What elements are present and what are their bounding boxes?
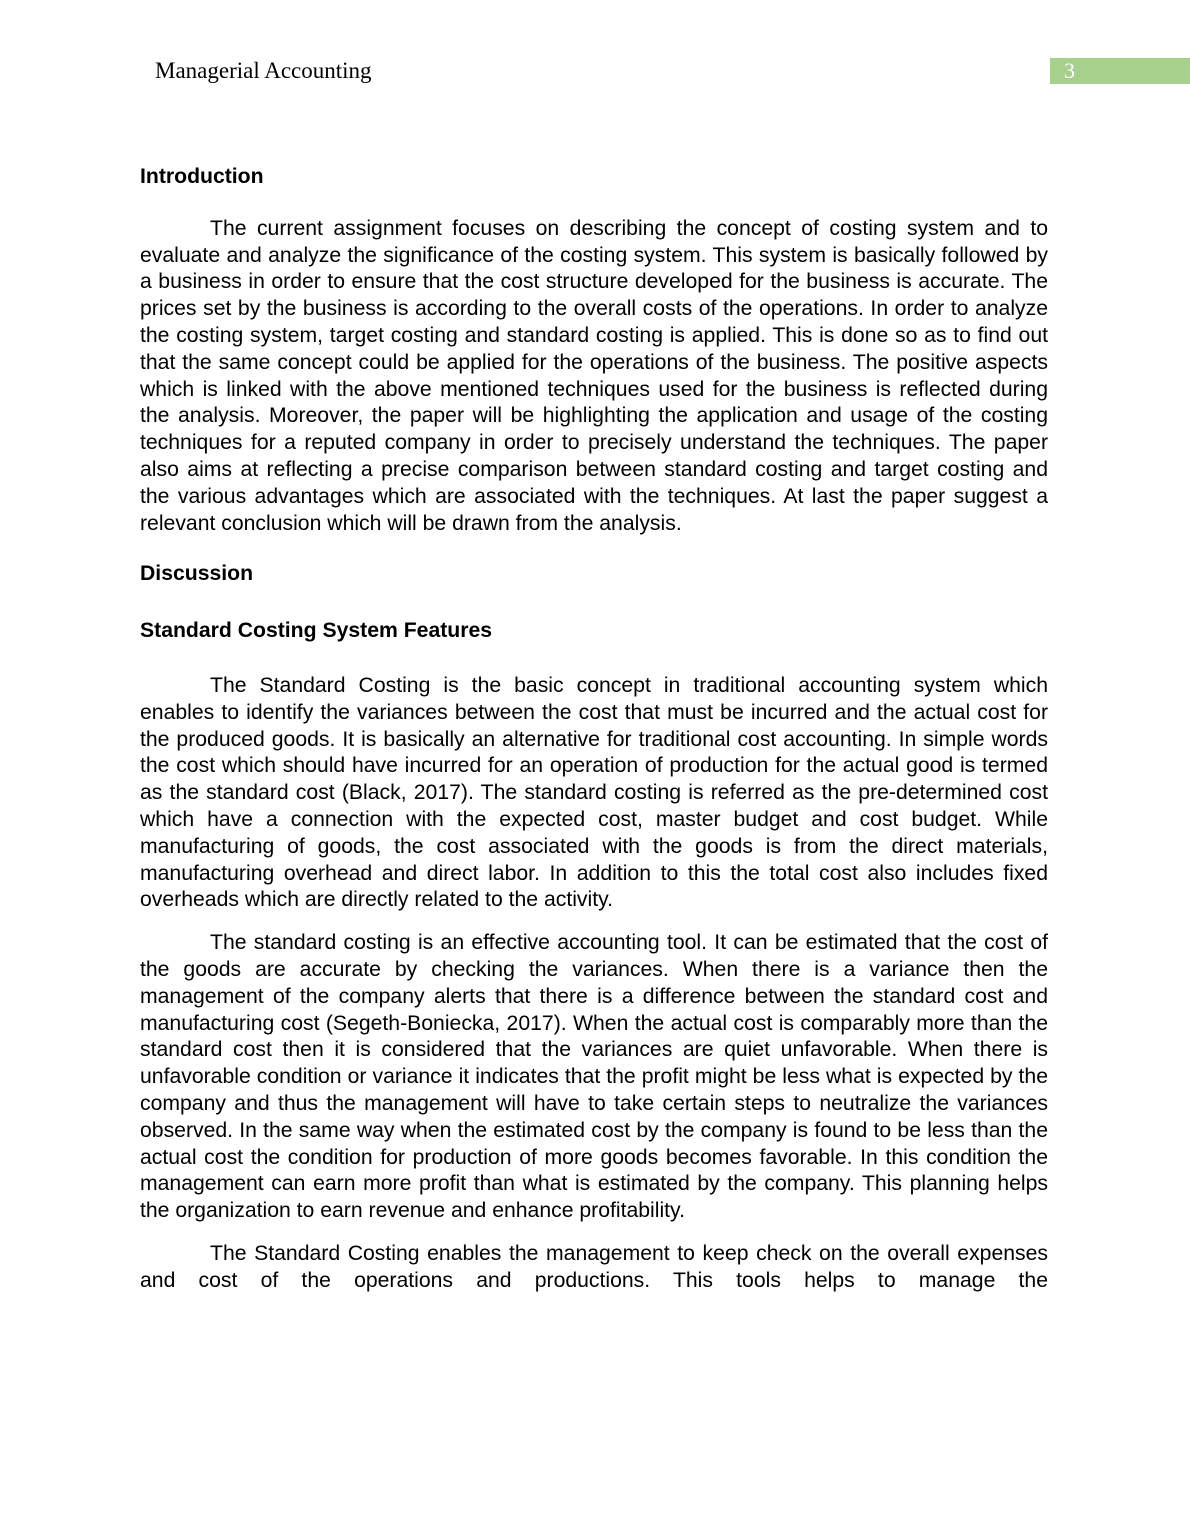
document-body bbox=[140, 164, 1048, 1294]
page-number-box bbox=[1050, 58, 1190, 84]
standard-costing-heading: Standard Costing System Features bbox=[140, 619, 493, 643]
standard-costing-paragraph-1: The Standard Costing is the basic concept in traditional accounting system which enables to identify the variances between the cost that must be incurred and the actual cost for the produced goods. It is basically an alternative for traditional cost accounting. In simple words the cost which should have incurred for an operation of production for the actual good is termed as the standard cost (Black, 2017). The standard costing is referred as the pre-determined cost which have a connection with the expected cost, master budget and cost budget. While manufacturing of goods, the cost associated with the goods is from the direct materials, manufacturing overhead and direct labor. In addition to this the total cost also includes fixed overheads which are directly related to the activity. bbox=[140, 673, 1048, 912]
header-title: Managerial Accounting bbox=[155, 58, 372, 83]
introduction-heading: Introduction bbox=[140, 165, 264, 188]
page-number: 3 bbox=[1064, 58, 1075, 83]
standard-costing-paragraph-2: The standard costing is an effective accounting tool. It can be estimated that the cost of the goods are accurate by checking the variances. When there is a variance then the management of the company alerts that there is a difference between the standard cost and manufacturing cost (Segeth-Boniecka, 2017). When the actual cost is comparably more than the standard cost then it is considered that the variances are quiet unfavorable. When there is unfavorable condition or variance it indicates that the profit might be less what is expected by the company and thus the management will have to take certain steps to neutralize the variances observed. In the same way when the estimated cost by the company is found to be less than the actual cost the condition for production of more goods becomes favorable. In this condition the management can earn more profit than what is estimated by the company. This planning helps the organization to earn revenue and enhance profitability. bbox=[140, 931, 1048, 1223]
standard-costing-paragraph-3: The Standard Costing enables the management to keep check on the overall expenses and cost of the operations and productions. This tools helps to manage the bbox=[140, 1241, 1048, 1292]
discussion-heading: Discussion bbox=[140, 562, 254, 586]
introduction-paragraph: The current assignment focuses on describing the concept of costing system and to evaluate and analyze the significance of the costing system. This system is basically followed by a business in order to ensure that the cost structure developed for the business is accurate. The prices set by the business is according to the overall costs of the operations. In order to analyze the costing system, target costing and standard costing is applied. This is done so as to find out that the same concept could be applied for the operations of the business. The positive aspects which is linked with the above mentioned techniques used for the business is reflected during the analysis. Moreover, the paper will be highlighting the application and usage of the costing techniques for a reputed company in order to precisely understand the techniques. The paper also aims at reflecting a precise comparison between standard costing and target costing and the various advantages which are associated with the techniques. At last the paper suggest a relevant conclusion which will be drawn from the analysis. bbox=[140, 216, 1048, 535]
